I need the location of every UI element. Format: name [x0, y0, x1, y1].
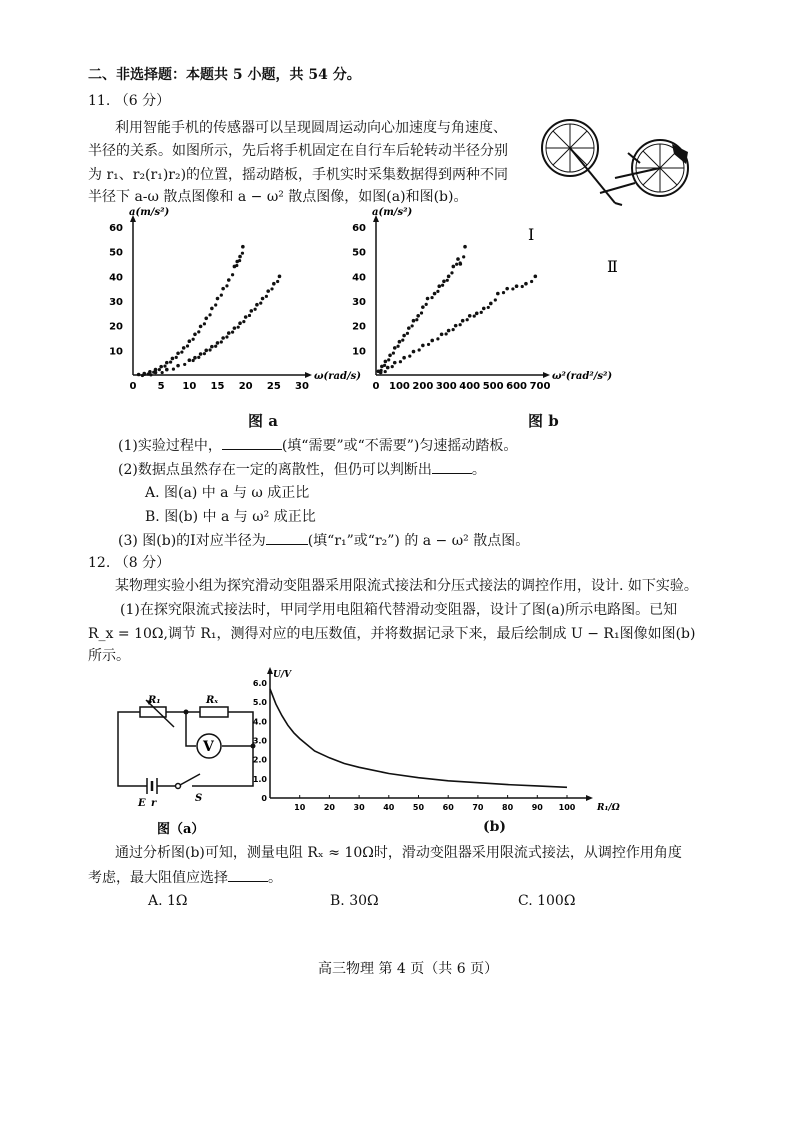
x-tick-label: 15: [210, 381, 225, 392]
q12-para2-line: 所示。: [88, 648, 130, 664]
q12-option-c: C. 100Ω: [518, 893, 576, 909]
q11-para-line: 半径的关系。如图所示，先后将手机固定在自行车后轮转动半径分别: [88, 143, 508, 159]
x-tick-label: 80: [502, 803, 514, 812]
q12-para3-line2: [88, 868, 282, 887]
q12-para3-line: 通过分析图(b)可知，测量电阻 Rₓ ≈ 10Ω时，滑动变阻器采用限流式接法，从调控作用角度: [115, 845, 682, 861]
x-tick-label: 60: [442, 803, 454, 812]
q11-sub3-text-end: (填“r₁”或“r₂”) 的 a − ω² 散点图。: [307, 533, 530, 549]
voltmeter-label: V: [203, 739, 214, 755]
q12-option-b: B. 30Ω: [330, 893, 379, 909]
x-tick-label: 100: [558, 803, 576, 812]
x-tick-label: 20: [323, 803, 335, 812]
series-label-i: Ⅰ: [528, 225, 535, 244]
q11-sub3-text: (3) 图(b)的Ⅰ对应半径为: [118, 533, 266, 549]
x-tick-label: 40: [383, 803, 395, 812]
y-tick-label: 5.0: [252, 698, 267, 708]
x-axis-label: ω(rad/s): [314, 371, 362, 382]
q11-para-line: 利用智能手机的传感器可以呈现圆周运动向心加速度与角速度、: [115, 120, 507, 136]
x-tick-label: 100: [388, 381, 410, 392]
q11-sub1-text-end: (填“需要”或“不需要”)匀速摇动踏板。: [281, 438, 518, 454]
x-tick-label: 600: [506, 381, 528, 392]
q11-sub2-text: (2)数据点虽然存在一定的离散性，但仍可以判断出: [118, 462, 432, 478]
x-tick-label: 25: [266, 381, 281, 392]
x-tick-label: 50: [412, 803, 425, 812]
y-tick-label: 60: [109, 223, 123, 234]
x-tick-label: 90: [531, 803, 543, 812]
y-tick-label: 50: [352, 247, 366, 259]
y-tick-label: 50: [109, 247, 123, 259]
label-e: E: [138, 798, 146, 809]
y-tick-label: 60: [352, 223, 366, 234]
y-tick-label: 10: [352, 346, 366, 358]
x-tick-label: 10: [182, 381, 197, 392]
q12-number: 12. （8 分）: [88, 555, 171, 571]
u-r1-curve: [270, 689, 567, 788]
y-tick-label: 0: [261, 794, 267, 803]
x-tick-label: 70: [472, 803, 484, 812]
q11-number: 11. （6 分）: [88, 93, 171, 109]
x-tick-label: 400: [459, 381, 481, 392]
x-tick-label: 500: [482, 381, 504, 392]
fig-b-caption: 图 b: [528, 412, 559, 430]
y-tick-label: 2.0: [252, 755, 267, 765]
x-tick-label: 20: [238, 381, 253, 392]
x-tick-label: 10: [294, 803, 306, 812]
x-tick-label: 200: [412, 381, 434, 392]
fig-a-caption: 图 a: [248, 412, 278, 430]
q12-para1: 某物理实验小组为探究滑动变阻器采用限流式接法和分压式接法的调控作用，设计. 如下实验。: [115, 578, 698, 594]
q11-sub1-text: (1)实验过程中，: [118, 438, 222, 454]
y-tick-label: 1.0: [252, 774, 267, 784]
q11-para-line: 半径下 a-ω 散点图像和 a − ω² 散点图像，如图(a)和图(b)。: [88, 189, 468, 205]
y-axis-label: U/V: [273, 670, 292, 680]
x-axis-label: ω²(rad²/s²): [552, 371, 613, 382]
x-tick-label: 0: [372, 381, 380, 392]
x-tick-label: 0: [129, 381, 137, 392]
y-tick-label: 20: [109, 321, 123, 333]
u-r1-caption: (b): [483, 819, 507, 835]
series-label-ii: Ⅱ: [607, 257, 618, 276]
page-footer: 高三物理 第 4 页（共 6 页）: [318, 961, 499, 977]
y-tick-label: 40: [352, 272, 366, 284]
q12-para2-line: (1)在探究限流式接法时，甲同学用电阻箱代替滑动变阻器，设计了图(a)所示电路图。已知: [120, 602, 678, 618]
label-rx: Rₓ: [206, 695, 219, 706]
x-tick-label: 5: [157, 381, 165, 392]
y-tick-label: 10: [109, 346, 123, 358]
label-r: r: [151, 798, 157, 809]
q12-para2-line: R_x = 10Ω,调节 R₁，测得对应的电压数值，并将数据记录下来，最后绘制成 U − R₁图像如图(b): [88, 626, 696, 642]
y-axis-label: a(m/s²): [372, 207, 413, 218]
y-tick-label: 30: [352, 297, 366, 308]
y-tick-label: 30: [109, 297, 123, 308]
y-axis-label: a(m/s²): [129, 207, 170, 218]
x-tick-label: 300: [435, 381, 457, 392]
q12-para3-text: 考虑，最大阻值应选择: [88, 870, 228, 886]
x-tick-label: 30: [295, 381, 309, 392]
y-tick-label: 4.0: [252, 717, 267, 727]
y-tick-label: 6.0: [252, 679, 267, 688]
section-heading: 二、非选择题：本题共 5 小题，共 54 分。: [88, 67, 361, 83]
q11-sub2-end: 。: [471, 462, 486, 478]
label-s: S: [195, 793, 203, 804]
y-tick-label: 40: [109, 272, 123, 284]
x-axis-arrow-icon: [586, 795, 593, 801]
y-tick-label: 20: [352, 321, 366, 333]
q11-para-line: 为 r₁、r₂(r₁)r₂)的位置，摇动踏板，手机实时采集数据得到两种不同: [88, 167, 509, 183]
x-axis-label: R₁/Ω: [597, 803, 620, 813]
x-tick-label: 30: [353, 803, 365, 812]
q11-option-a: A. 图(a) 中 a 与 ω 成正比: [145, 485, 310, 501]
y-tick-label: 3.0: [252, 736, 267, 746]
label-r1: R₁: [148, 695, 161, 706]
q11-option-b: B. 图(b) 中 a 与 ω² 成正比: [145, 509, 316, 525]
q12-option-a: A. 1Ω: [148, 893, 188, 909]
x-tick-label: 700: [529, 381, 551, 392]
circuit-caption: 图（a）: [157, 822, 205, 837]
q12-para3-end: 。: [268, 870, 282, 886]
answer-blank[interactable]: [228, 868, 268, 882]
